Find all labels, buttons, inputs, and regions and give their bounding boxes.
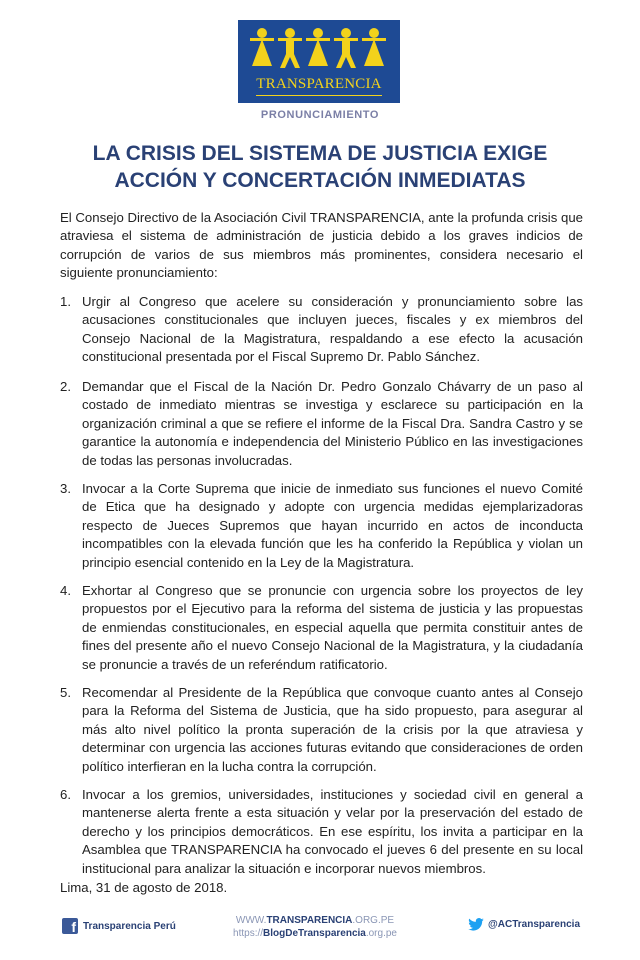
- twitter-link[interactable]: [468, 918, 580, 931]
- website-links: [225, 914, 405, 940]
- item-text: Recomendar al Presidente de la República que convoque cuanto antes al Consejo para la Reforma del Sistema de Justicia, que ha sido propuesto, para asegurar al más alto nivel político la pronta superación de la crisis por la que atraviesa y determinar con urgencia las acciones futuras evitando que consideraciones de orden político interfieran en la lucha contra la corrupción.: [82, 685, 583, 774]
- document-type-label: PRONUNCIAMIENTO: [260, 109, 380, 121]
- list-item: [60, 582, 583, 674]
- website-link[interactable]: [225, 914, 405, 927]
- url-suffix: .ORG.PE: [352, 915, 395, 926]
- transparencia-logo: [238, 20, 400, 103]
- people-figures-icon: [248, 26, 390, 76]
- url-prefix: https://: [233, 928, 264, 939]
- figure-2: [278, 28, 302, 68]
- item-number: 5.: [60, 685, 71, 700]
- twitter-handle: @ACTransparencia: [488, 919, 581, 930]
- logo-underline: [256, 95, 382, 96]
- item-text: Invocar a la Corte Suprema que inicie de inmediato sus funciones el nuevo Comité de Etica que ha designado y adopte con urgencia medidas ejemplarizadoras respecto de Jueces Supremos que hayan incurrido en actos de inconducta incompatibles con la elevada función que les ha conferido la República y violan un principio esencial contenido en la Ley de la Magistratura.: [82, 481, 583, 570]
- item-text: Exhortar al Congreso que se pronuncie con urgencia sobre los proyectos de ley propuestos por el Ejecutivo para la reforma del sistema de justicia y las propuestas de enmiendas constitucionales, en especial aquella que permita constituir antes de fines del presente año el nuevo Consejo Nacional de la Magistratura, y la ciudadanía se pronuncie a través de un referéndum ratificatorio.: [82, 583, 583, 672]
- item-text: Urgir al Congreso que acelere su consideración y pronunciamiento sobre las acusaciones constitucionales que incluyen jueces, fiscales y ex miembros del Consejo Nacional de la Magistratura, respaldando a ese efecto la acusación constitucional presentada por el Fiscal Supremo Dr. Pablo Sánchez.: [82, 294, 583, 365]
- list-item: [60, 684, 583, 776]
- facebook-label: Transparencia Perú: [83, 920, 176, 932]
- page-title: [0, 140, 640, 194]
- url-domain: BlogDeTransparencia: [263, 928, 366, 939]
- item-number: 6.: [60, 787, 71, 802]
- figure-4: [334, 28, 358, 68]
- blog-link[interactable]: [225, 927, 405, 940]
- item-text: Demandar que el Fiscal de la Nación Dr. Pedro Gonzalo Chávarry de un paso al costado de inmediato mientras se investiga y esclarece su participación en la organización criminal a que se refiere el informe de la Fiscal Dra. Sandra Castro y se garantice la autonomía e independencia del Ministerio Público en las investigaciones de todas las personas involucradas.: [82, 379, 583, 468]
- item-number: 3.: [60, 481, 71, 496]
- figure-5: [362, 28, 386, 66]
- figure-3: [306, 28, 330, 66]
- signature-date: Lima, 31 de agosto de 2018.: [60, 880, 228, 895]
- url-prefix: WWW.: [235, 915, 267, 926]
- list-item: [60, 293, 583, 367]
- url-domain: TRANSPARENCIA: [266, 915, 353, 926]
- title-line-2: ACCIÓN Y CONCERTACIÓN INMEDIATAS: [114, 169, 526, 192]
- facebook-icon: f: [62, 918, 78, 934]
- twitter-icon: [468, 918, 484, 931]
- url-suffix: .org.pe: [365, 928, 397, 939]
- list-item: [60, 786, 583, 878]
- title-line-1: LA CRISIS DEL SISTEMA DE JUSTICIA EXIGE: [92, 142, 548, 165]
- logo-text: TRANSPARENCIA: [256, 76, 382, 92]
- item-number: 4.: [60, 583, 71, 598]
- facebook-link[interactable]: [62, 918, 176, 934]
- item-number: 2.: [60, 379, 71, 394]
- list-item: [60, 378, 583, 470]
- item-number: 1.: [60, 294, 71, 309]
- intro-paragraph: El Consejo Directivo de la Asociación Civil TRANSPARENCIA, ante la profunda crisis que atraviesa el sistema de administración de justicia debido a los graves indicios de corrupción de varios de sus miembros más prominentes, considera necesario el siguiente pronunciamiento:: [60, 210, 583, 281]
- figure-1: [250, 28, 274, 66]
- item-text: Invocar a los gremios, universidades, instituciones y sociedad civil en general a mantenerse alerta frente a esta situación y velar por la preservación del estado de derecho y los principios democráticos. En ese espíritu, los invita a participar en la Asamblea que TRANSPARENCIA ha convocado el jueves 6 del presente en su local institucional para analizar la situación e incorporar nuevos miembros.: [82, 787, 583, 876]
- list-item: [60, 480, 583, 572]
- footer: [0, 914, 640, 944]
